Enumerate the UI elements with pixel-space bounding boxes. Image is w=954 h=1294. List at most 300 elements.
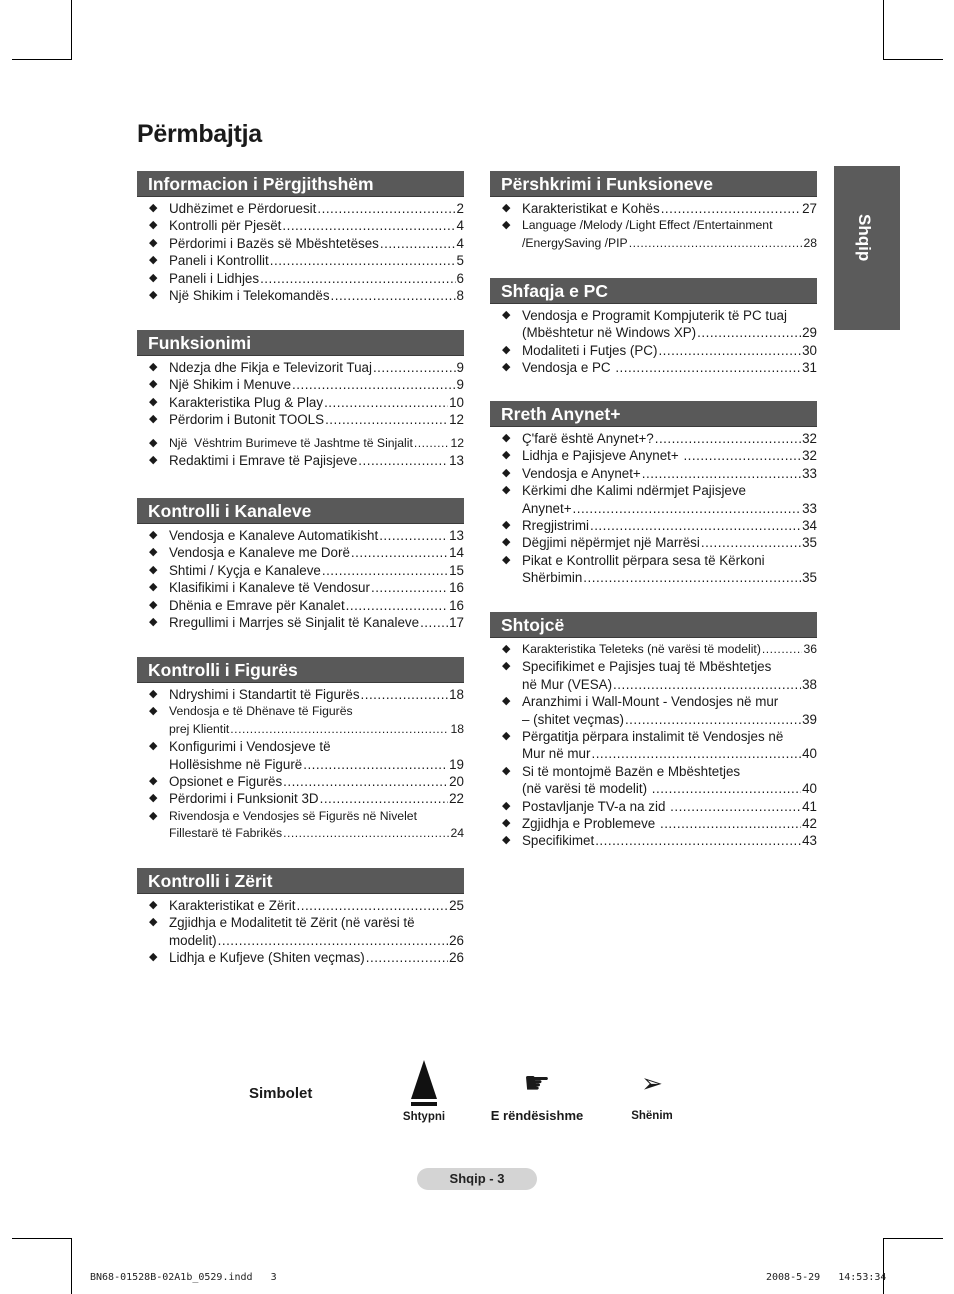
entry-title: Dëgjimi nëpërmjet një Marrësi [522,535,700,551]
diamond-bullet-icon: ◆ [502,343,511,356]
toc-entry[interactable] [490,342,817,359]
entry-line [522,815,817,832]
crop-mark [12,59,72,60]
entry-title: Përdorimi i Funksionit 3D [169,791,319,807]
entry-title: Paneli i Lidhjes [169,270,260,286]
entry-line [169,614,464,631]
page-number: 8 [456,288,464,304]
diamond-bullet-icon: ◆ [149,809,158,822]
page-number: 26 [449,932,464,948]
dot-leader [658,342,801,359]
entry-list [137,897,464,967]
section-heading: Kontrolli i Zërit [137,868,464,894]
page-number: 33 [802,465,817,481]
entry-title: Rregjistrimi [522,518,589,534]
entry-line [522,500,817,517]
entry-title: Karakteristikat e Kohës [522,201,660,216]
entry-line [169,527,464,544]
entry-title: Rivendosja e Vendosjes së Figurës në Nivelet [169,808,417,823]
entry-line [169,897,464,914]
toc-section [490,612,817,850]
entry-list [137,527,464,631]
entry-title: Lidhja e Pajisjeve Anynet+ [522,448,683,464]
entry-line [169,773,464,790]
entry-line [522,217,817,234]
toc-entry[interactable] [137,252,464,269]
entry-line [169,544,464,561]
entry-title: – (shitet veçmas) [522,711,624,727]
entry-line [169,235,464,252]
entry-title: Klasifikimi i Kanaleve të Vendosur [169,580,370,596]
toc-section [137,498,464,631]
dot-leader [230,721,449,738]
dot-leader [322,562,448,579]
toc-section [490,171,817,252]
diamond-bullet-icon: ◆ [149,271,158,284]
toc-entry[interactable] [137,452,464,469]
entry-title: prej Klientit [169,721,230,736]
entry-title: Përgatitja përpara instalimit të Vendosjes në [522,729,784,745]
dot-leader [283,825,449,842]
dot-leader [652,780,801,797]
page-number: 43 [802,833,817,849]
entry-line [169,914,464,931]
dot-leader [303,756,448,773]
toc-section [137,657,464,843]
diamond-bullet-icon: ◆ [502,361,511,374]
entry-title: Modaliteti i Futjes (PC) [522,342,658,358]
entry-line [169,932,464,949]
entry-title: Aranzhimi i Wall-Mount - Vendosjes në mur [522,694,779,710]
dot-leader [660,815,801,832]
entry-line [169,200,464,217]
entry-line [169,756,464,773]
entry-title: Kontrolli për Pjesët [169,218,282,234]
toc-entry[interactable] [137,217,464,234]
dot-leader [661,200,801,217]
page-number: 4 [456,218,464,234]
diamond-bullet-icon: ◆ [149,563,158,576]
page-number: 6 [456,270,464,286]
diamond-bullet-icon: ◆ [502,817,511,830]
entry-title: Vendosja e PC [522,360,615,376]
entry-line [169,359,464,376]
entry-line [522,517,817,534]
entry-line [169,452,464,469]
section-heading: Kontrolli i Figurës [137,657,464,683]
dot-leader [297,897,449,914]
entry-title: Kërkimi dhe Kalimi ndërmjet Pajisjeve [522,483,747,499]
toc-entry[interactable] [137,544,464,561]
entry-line [169,703,464,720]
entry-title: Specifikimet [522,833,595,849]
entry-title: në Mur (VESA) [522,676,613,692]
dot-leader [670,798,801,815]
dot-leader [625,711,801,728]
entry-line [169,562,464,579]
entry-title: Karakteristikat e Zërit [169,898,296,913]
page-number: 36 [803,642,817,656]
toc-entry[interactable] [137,614,464,631]
entry-line [169,686,464,703]
entry-line [522,832,817,849]
page-number: 9 [456,360,464,375]
entry-line [522,447,817,464]
diamond-bullet-icon: ◆ [149,289,158,302]
diamond-bullet-icon: ◆ [149,740,158,753]
entry-line [522,534,817,551]
page-number: 42 [802,816,817,832]
page-number: 35 [802,535,817,551]
dot-leader [325,411,448,428]
entry-line [522,780,817,797]
diamond-bullet-icon: ◆ [149,454,158,467]
toc-entry[interactable] [490,763,817,798]
entry-line [522,465,817,482]
toc-entry[interactable] [137,686,464,703]
diamond-bullet-icon: ◆ [502,834,511,847]
toc-entry[interactable] [137,394,464,411]
toc-entry[interactable] [137,790,464,807]
dot-leader [590,517,801,534]
section-heading: Funksionimi [137,330,464,356]
diamond-bullet-icon: ◆ [502,536,511,549]
toc-section [137,868,464,967]
dot-leader [371,579,448,596]
symbols-label: Simbolet [249,1085,313,1102]
page-number: 18 [449,687,464,702]
toc-entry[interactable] [137,527,464,544]
dot-leader [292,376,456,393]
dot-leader [379,527,448,544]
dot-leader [591,745,801,762]
diamond-bullet-icon: ◆ [502,643,511,655]
entry-line [522,798,817,815]
toc-entry[interactable] [137,579,464,596]
entry-title: Vendosja e Programit Kompjuterik të PC tuaj [522,308,787,323]
page-number: 5 [456,253,464,269]
toc-entry[interactable] [490,482,817,517]
page-number: 41 [802,798,817,814]
toc-entry[interactable] [137,738,464,773]
page-number: 32 [802,448,817,464]
entry-line [522,763,817,780]
diamond-bullet-icon: ◆ [149,792,158,805]
toc-entry[interactable] [137,897,464,914]
entry-list [490,430,817,587]
toc-section [490,401,817,587]
entry-line [522,359,817,376]
entry-list [490,200,817,252]
crop-mark [883,1238,943,1239]
entry-line [169,270,464,287]
diamond-bullet-icon: ◆ [149,202,158,214]
page-number: 39 [802,711,817,727]
dot-leader [282,217,455,234]
entry-line [169,597,464,614]
toc-entry[interactable] [490,728,817,763]
entry-line [522,728,817,745]
symbol-caption: E rëndësishme [490,1108,584,1123]
diamond-bullet-icon: ◆ [149,378,158,391]
symbol-caption: Shtypni [402,1111,446,1123]
dot-leader [655,430,801,447]
entry-title: (në varësi të modelit) [522,781,651,797]
entry-line [522,307,817,324]
toc-entry[interactable] [137,376,464,393]
toc-entry[interactable] [490,447,817,464]
diamond-bullet-icon: ◆ [149,254,158,267]
dot-leader [615,359,801,376]
dot-leader [420,614,448,631]
entry-title: Shërbimin [522,570,583,586]
entry-title: Udhëzimet e Përdoruesit [169,201,317,216]
entry-title: Dhënia e Emrave për Kanalet [169,597,345,613]
toc-entry[interactable] [490,798,817,815]
toc-entry[interactable] [490,641,817,658]
toc-entry[interactable] [490,658,817,693]
entry-title: Hollësishme në Figurë [169,756,303,772]
toc-entry[interactable] [490,200,817,217]
diamond-bullet-icon: ◆ [502,466,511,479]
entry-line [169,435,464,452]
dot-leader [683,447,801,464]
page-number: 33 [802,500,817,516]
dot-leader [331,287,456,304]
entry-line [169,721,464,738]
toc-entry[interactable] [490,430,817,447]
entry-line [169,949,464,966]
toc-entry[interactable] [137,703,464,738]
page-title: Përmbajtja [137,120,262,148]
toc-entry[interactable] [490,693,817,728]
entry-line [522,200,817,217]
entry-list [490,307,817,377]
entry-title: Shtimi / Kyçja e Kanaleve [169,562,321,578]
page-number: 13 [449,453,464,469]
toc-section [137,330,464,469]
toc-entry[interactable] [137,773,464,790]
toc-entry[interactable] [490,534,817,551]
diamond-bullet-icon: ◆ [502,432,511,444]
entry-line [522,745,817,762]
toc-entry[interactable] [490,815,817,832]
file-info: BN68-01528B-02A1b_0529.indd 3 [90,1272,277,1283]
page-number: 24 [450,826,464,841]
dot-leader [346,597,448,614]
diamond-bullet-icon: ◆ [149,688,158,700]
toc-entry[interactable] [137,359,464,376]
entry-list [137,686,464,843]
diamond-bullet-icon: ◆ [502,660,511,673]
entry-title: Language /Melody /Light Effect /Entertainment [522,218,773,233]
diamond-bullet-icon: ◆ [149,219,158,232]
crop-mark [883,59,943,60]
page-number: 38 [802,676,817,692]
toc-entry[interactable] [137,411,464,428]
entry-title: Zgjidhja e Problemeve [522,816,659,832]
page-number: 4 [456,235,464,251]
symbol-caption: Shënim [631,1110,673,1122]
diamond-bullet-icon: ◆ [149,705,158,718]
toc-entry[interactable] [137,200,464,217]
diamond-bullet-icon: ◆ [149,581,158,594]
entry-title: Vendosja e Kanaleve me Dorë [169,545,350,561]
section-heading: Kontrolli i Kanaleve [137,498,464,524]
diamond-bullet-icon: ◆ [149,236,158,249]
page-number: 16 [449,597,464,613]
diamond-bullet-icon: ◆ [149,395,158,408]
entry-line [522,711,817,728]
diamond-bullet-icon: ◆ [149,616,158,629]
page-number: 40 [802,746,817,762]
dot-leader [361,686,449,703]
print-timestamp: 2008-5-29 14:53:34 [766,1272,887,1283]
entry-title: Specifikimet e Pajisjes tuaj të Mbështetjes [522,659,772,675]
entry-title: Vendosja e Anynet+ [522,465,641,481]
dot-leader [629,235,803,252]
diamond-bullet-icon: ◆ [149,413,158,426]
dot-leader [358,452,448,469]
entry-line [522,676,817,693]
toc-entry[interactable] [137,287,464,304]
toc-entry[interactable] [137,949,464,966]
dot-leader [573,500,802,517]
entry-title: Vendosja e Kanaleve Automatikisht [169,528,379,543]
page-number: 15 [449,562,464,578]
entry-list [137,200,464,304]
toc-entry[interactable] [490,359,817,376]
entry-line [169,252,464,269]
page-number: 26 [449,950,464,966]
toc-entry[interactable] [490,217,817,252]
entry-title: Rregullimi i Marrjes së Sinjalit të Kanaleve [169,615,420,631]
toc-entry[interactable] [490,517,817,534]
dot-leader [283,773,448,790]
dot-leader [218,932,448,949]
important-icon: ☛ [523,1066,551,1101]
crop-mark [71,0,72,60]
diamond-bullet-icon: ◆ [502,202,511,214]
symbol-note [620,1064,684,1122]
note-icon: ➢ [641,1069,663,1099]
page-number-badge: Shqip - 3 [417,1168,537,1190]
entry-line [169,790,464,807]
diamond-bullet-icon: ◆ [149,899,158,911]
toc-entry[interactable] [137,597,464,614]
diamond-bullet-icon: ◆ [502,449,511,462]
diamond-bullet-icon: ◆ [149,916,158,929]
diamond-bullet-icon: ◆ [149,529,158,541]
entry-line [169,808,464,825]
page-number: 18 [450,721,464,736]
toc-entry[interactable] [137,914,464,949]
toc-entry[interactable] [490,832,817,849]
entry-line [522,569,817,586]
entry-line [522,430,817,447]
page-number: 25 [449,898,464,913]
entry-title: Ndezja dhe Fikja e Televizorit Tuaj [169,360,372,375]
entry-title: Ndryshimi i Standartit të Figurës [169,687,360,702]
crop-mark [883,1238,884,1294]
diamond-bullet-icon: ◆ [502,519,511,532]
page-number: 10 [449,394,464,410]
dot-leader [583,569,801,586]
page-number: 31 [802,360,817,376]
page-number: 2 [456,201,464,216]
entry-line [169,376,464,393]
entry-title: Konfigurimi i Vendosjeve të [169,739,331,755]
dot-leader [366,949,448,966]
section-heading: Shfaqja e PC [490,278,817,304]
entry-line [169,579,464,596]
toc-entry[interactable] [137,808,464,843]
symbol-important [482,1064,592,1123]
entry-title: Anynet+ [522,500,572,516]
page-number: 40 [802,781,817,797]
dot-leader [613,676,801,693]
dot-leader [414,435,450,452]
crop-mark [12,1238,72,1239]
section-heading: Përshkrimi i Funksioneve [490,171,817,197]
entry-list [490,641,817,850]
page-number: 17 [449,615,464,631]
entry-line [169,825,464,842]
entry-title: Mur në mur [522,746,591,762]
toc-entry[interactable] [490,307,817,342]
page-number: 32 [802,431,817,446]
dot-leader [270,252,456,269]
press-icon [410,1060,438,1106]
diamond-bullet-icon: ◆ [149,361,158,373]
page-number: 20 [449,774,464,790]
diamond-bullet-icon: ◆ [502,309,511,321]
toc-entry[interactable] [490,465,817,482]
entry-line [522,235,817,252]
toc-entry[interactable] [137,435,464,452]
section-heading: Informacion i Përgjithshëm [137,171,464,197]
entry-list [137,359,464,469]
page-number: 28 [803,235,817,250]
dot-leader [324,394,448,411]
toc-entry[interactable] [490,552,817,587]
symbol-press [386,1060,462,1123]
dot-leader [697,324,801,341]
page-number: 12 [449,412,464,428]
entry-title: Një Shikim i Telekomandës [169,288,330,304]
diamond-bullet-icon: ◆ [149,436,158,449]
entry-title: Ç'farë është Anynet+? [522,431,654,446]
dot-leader [701,534,801,551]
entry-line [522,324,817,341]
entry-title: Zgjidhja e Modalitetit të Zërit (në varësi të [169,915,415,931]
dot-leader [317,200,455,217]
diamond-bullet-icon: ◆ [502,764,511,777]
toc-entry[interactable] [137,235,464,252]
diamond-bullet-icon: ◆ [149,951,158,964]
entry-title: Karakteristika Teleteks (në varësi të modelit) [522,642,761,656]
entry-title: Paneli i Kontrollit [169,253,269,269]
entry-line [169,411,464,428]
crop-mark [71,1238,72,1294]
entry-title: Një Shikim i Menuve [169,377,292,393]
toc-entry[interactable] [137,562,464,579]
entry-title: Një Vështrim Burimeve të Jashtme të Sinjalit [169,435,413,450]
entry-title: Redaktimi i Emrave të Pajisjeve [169,453,358,469]
dot-leader [595,832,801,849]
toc-entry[interactable] [137,270,464,287]
page-number: 35 [802,570,817,586]
